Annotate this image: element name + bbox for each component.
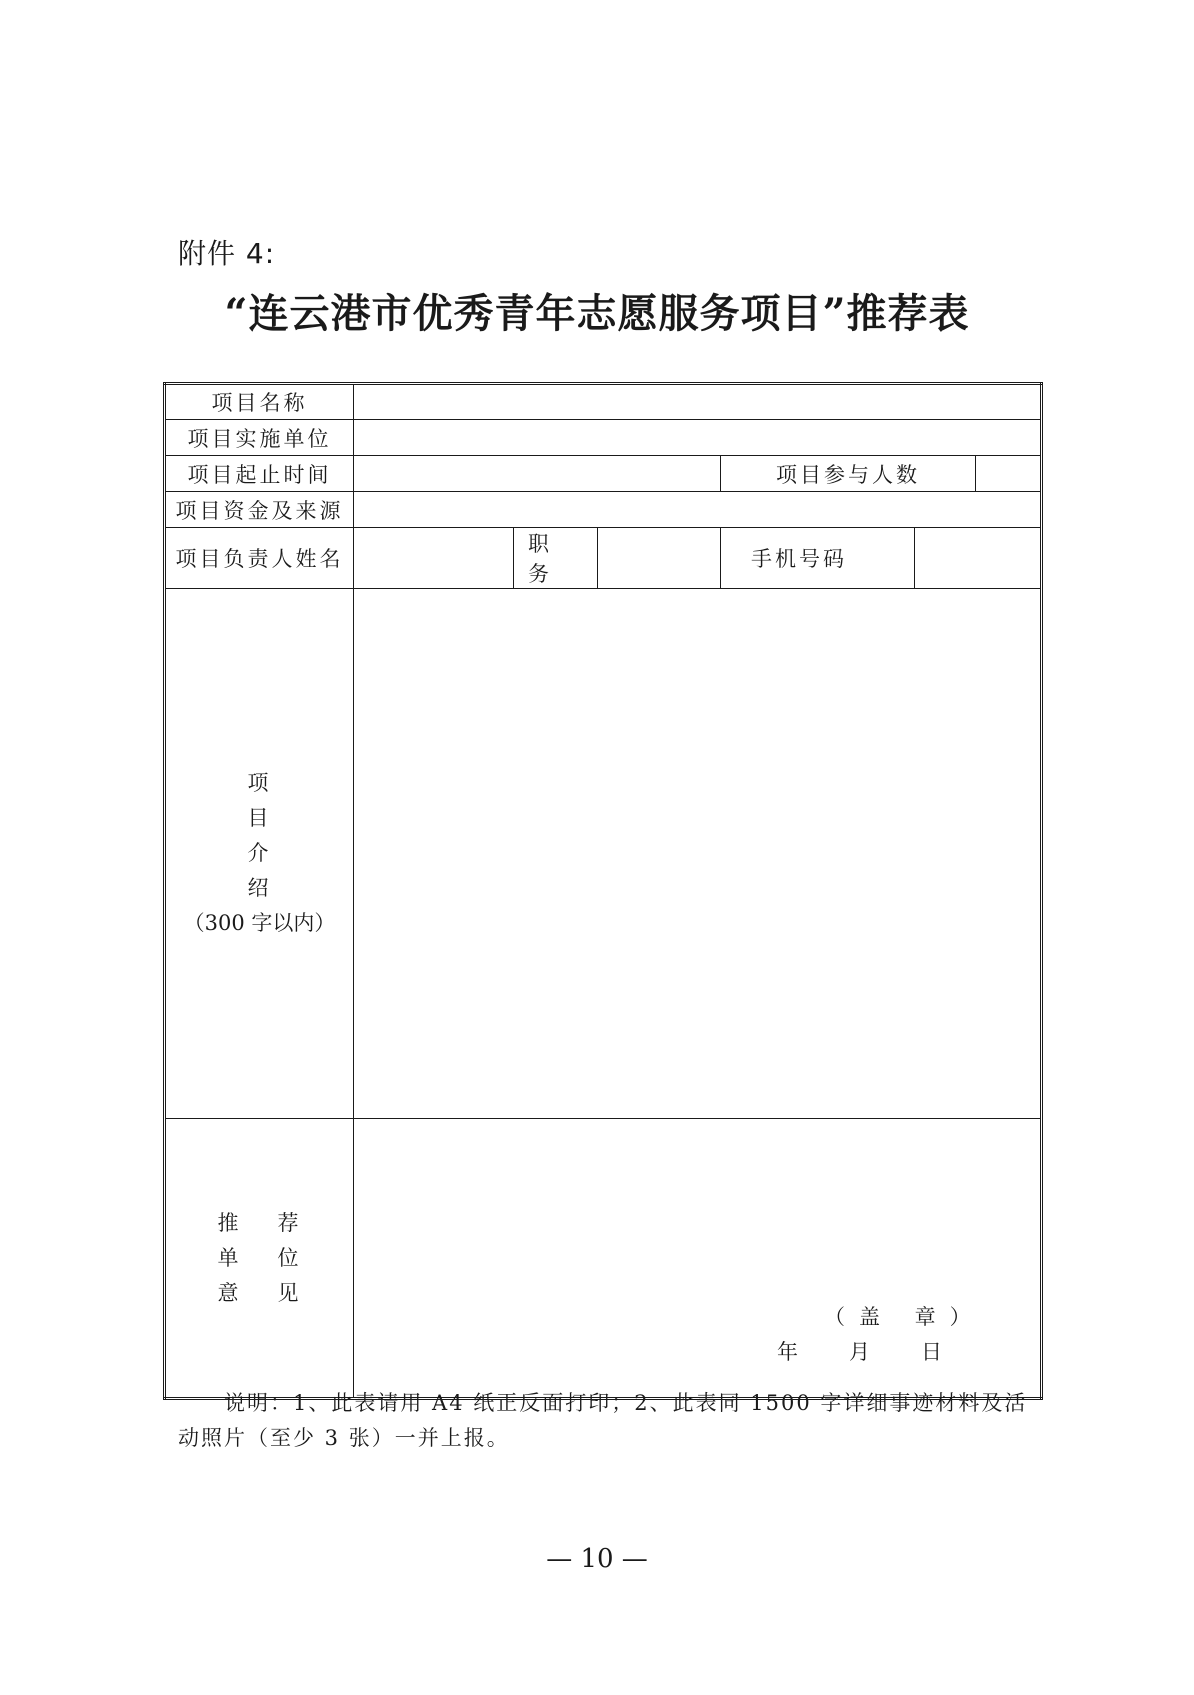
form-title: “连云港市优秀青年志愿服务项目”推荐表	[224, 290, 970, 337]
implementing-unit-field[interactable]	[354, 420, 1042, 456]
intro-length-note: （300 字以内）	[183, 911, 336, 935]
row-leader	[165, 528, 1042, 589]
intro-label-char: 绍	[247, 876, 272, 900]
row-project-intro	[165, 589, 1042, 1119]
recommendation-form-table	[163, 382, 1043, 1400]
date-month: 月	[849, 1340, 873, 1364]
position-field[interactable]	[598, 528, 721, 589]
recommending-unit-opinion-label	[165, 1119, 354, 1399]
row-funding	[165, 492, 1042, 528]
project-intro-label	[165, 589, 354, 1119]
project-intro-field[interactable]	[354, 589, 1042, 1119]
period-field[interactable]	[354, 456, 721, 492]
page-number: — 10 —	[546, 1544, 648, 1574]
period-label: 项目起止时间	[165, 456, 354, 492]
project-name-field[interactable]	[354, 384, 1042, 420]
intro-label-char: 目	[247, 806, 272, 830]
funding-label: 项目资金及来源	[165, 492, 354, 528]
date-line	[777, 1336, 945, 1366]
rec-label-line: 单 位	[217, 1245, 302, 1270]
row-recommendation	[165, 1119, 1042, 1399]
row-period	[165, 456, 1042, 492]
implementing-unit-label: 项目实施单位	[165, 420, 354, 456]
rec-label-line: 推 荐	[217, 1210, 302, 1235]
phone-field[interactable]	[915, 528, 1042, 589]
recommending-unit-opinion-field[interactable]	[354, 1119, 1042, 1399]
instructions-note: 说明：1、此表请用 A4 纸正反面打印；2、此表同 1500 字详细事迹材料及活动照片（至少 3 张）一并上报。	[178, 1391, 1028, 1450]
intro-label-char: 项	[247, 771, 272, 795]
leader-name-label: 项目负责人姓名	[165, 528, 354, 589]
participants-field[interactable]	[976, 456, 1042, 492]
row-implementing-unit	[165, 420, 1042, 456]
attachment-label: 附件 4:	[178, 237, 276, 270]
rec-label-line: 意 见	[217, 1280, 302, 1305]
participants-label: 项目参与人数	[721, 456, 976, 492]
leader-name-field[interactable]	[354, 528, 514, 589]
seal-placeholder: （盖 章）	[824, 1305, 985, 1329]
row-project-name	[165, 384, 1042, 420]
project-name-label: 项目名称	[165, 384, 354, 420]
intro-label-char: 介	[247, 841, 272, 865]
date-day: 日	[921, 1340, 945, 1364]
position-label: 职 务	[514, 528, 598, 589]
funding-field[interactable]	[354, 492, 1042, 528]
phone-label: 手机号码	[721, 528, 915, 589]
date-year: 年	[777, 1340, 801, 1364]
